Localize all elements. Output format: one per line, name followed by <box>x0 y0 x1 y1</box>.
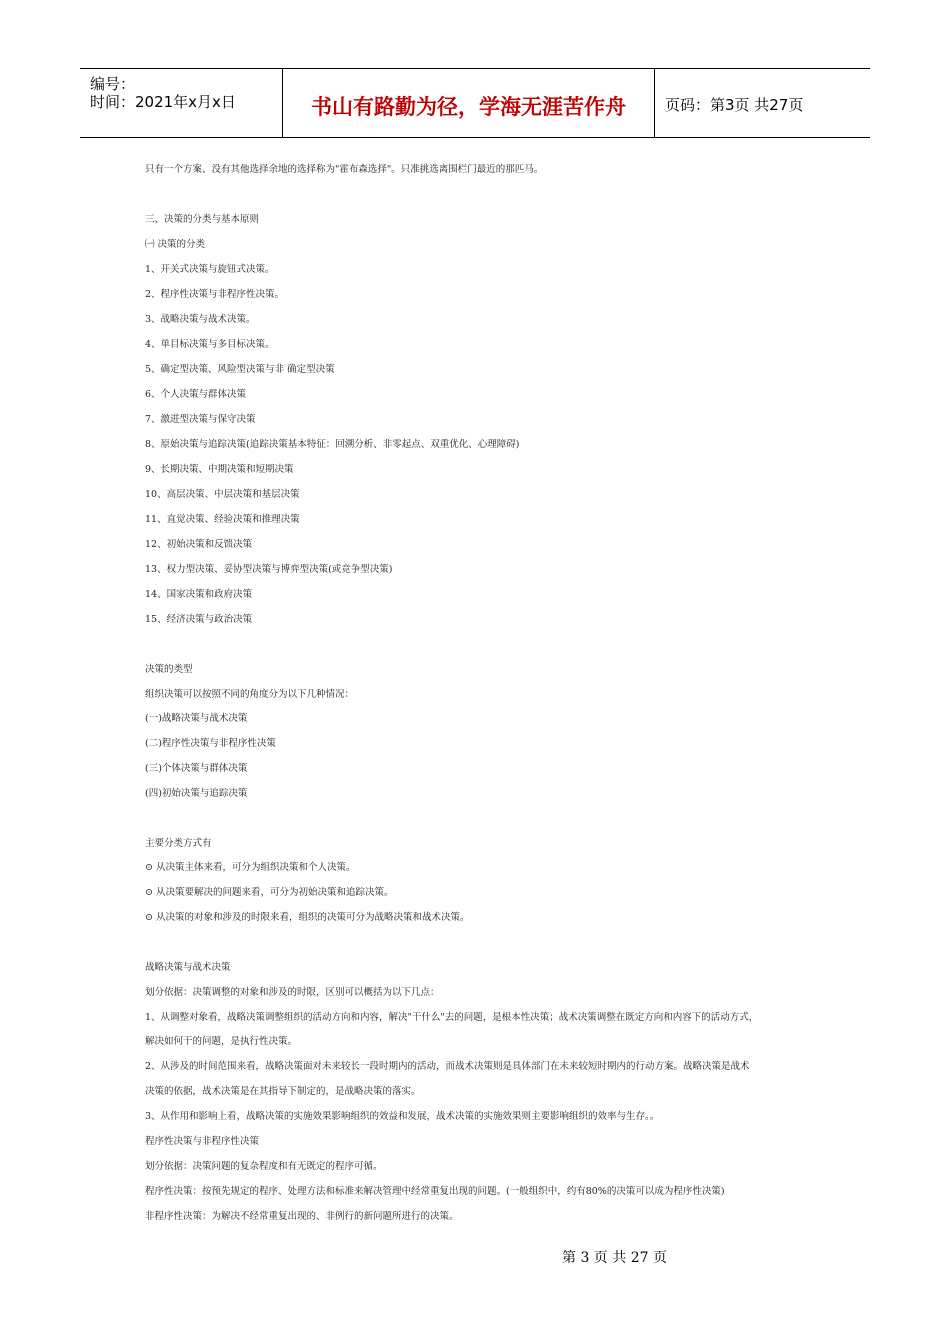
section-heading: 战略决策与战术决策 <box>145 962 231 973</box>
list-item: 6、个人决策与群体决策 <box>145 389 247 400</box>
number-label: 编号： <box>90 75 136 93</box>
body-line: 程序性决策：按预先规定的程序、处理方法和标准来解决管理中经常重复出现的问题。(一般组织中，约有80%的决策可以成为程序性决策) <box>145 1186 725 1197</box>
list-item: 2、程序性决策与非程序性决策。 <box>145 289 285 300</box>
body-line: 只有一个方案、没有其他选择余地的选择称为"霍布森选择"。只准挑选离围栏门最近的那匹马。 <box>145 164 544 175</box>
list-item: ⊙ 从决策主体来看，可分为组织决策和个人决策。 <box>145 862 356 873</box>
list-item: 4、单目标决策与多目标决策。 <box>145 339 275 350</box>
page-header <box>80 68 870 138</box>
page-footer: 第 3 页 共 27 页 <box>562 1250 667 1266</box>
list-item: ⊙ 从决策的对象和涉及的时限来看，组织的决策可分为战略决策和战术决策。 <box>145 912 470 923</box>
subsection-heading: ㈠ 决策的分类 <box>145 239 206 250</box>
header-page-cell <box>655 69 870 137</box>
time-label: 时间：2021年x月x日 <box>90 93 236 111</box>
header-motto-cell <box>283 69 655 137</box>
section-heading: 程序性决策与非程序性决策 <box>145 1136 260 1147</box>
body-line: 1、从调整对象看，战略决策调整组织的活动方向和内容，解决"干什么"去的问题，是根本性决策；战术决策调整在既定方向和内容下的活动方式， <box>145 1012 759 1023</box>
body-line: 组织决策可以按照不同的角度分为以下几种情况： <box>145 689 355 700</box>
list-item: 7、激进型决策与保守决策 <box>145 414 256 425</box>
list-item: 9、长期决策、中期决策和短期决策 <box>145 464 294 475</box>
body-line: 决策的依据，战术决策是在其指导下制定的，是战略决策的落实。 <box>145 1086 421 1097</box>
list-item: (四)初始决策与追踪决策 <box>145 788 248 799</box>
section-heading: 三、决策的分类与基本原则 <box>145 214 260 225</box>
section-heading: 主要分类方式有 <box>145 838 212 849</box>
list-item: 5、确定型决策、风险型决策与非 确定型决策 <box>145 364 335 375</box>
body-line: 划分依据：决策问题的复杂程度和有无既定的程序可循。 <box>145 1161 383 1172</box>
body-line: 2、从涉及的时间范围来看，战略决策面对未来较长一段时期内的活动，而战术决策则是具体部门在未来较短时期内的行动方案。战略决策是战术 <box>145 1061 750 1072</box>
list-item: 14、国家决策和政府决策 <box>145 589 253 600</box>
list-item: (二)程序性决策与非程序性决策 <box>145 738 276 749</box>
list-item: 12、初始决策和反馈决策 <box>145 539 253 550</box>
list-item: 8、原始决策与追踪决策(追踪决策基本特征：回溯分析、非零起点、双重优化、心理障碍) <box>145 439 520 450</box>
body-line: 解决如何干的问题，是执行性决策。 <box>145 1036 298 1047</box>
list-item: 3、战略决策与战术决策。 <box>145 314 256 325</box>
list-item: 11、直觉决策、经验决策和推理决策 <box>145 514 300 525</box>
list-item: 15、经济决策与政治决策 <box>145 614 253 625</box>
motto-text: 书山有路勤为径，学海无涯苦作舟 <box>311 95 626 119</box>
list-item: 1、开关式决策与旋钮式决策。 <box>145 264 275 275</box>
body-line: 划分依据：决策调整的对象和涉及的时限，区别可以概括为以下几点： <box>145 987 440 998</box>
page-info: 页码：第3页 共27页 <box>665 96 804 114</box>
section-heading: 决策的类型 <box>145 664 193 675</box>
body-line: 非程序性决策：为解决不经常重复出现的、非例行的新问题所进行的决策。 <box>145 1211 459 1222</box>
list-item: 13、权力型决策、妥协型决策与博弈型决策(或竞争型决策) <box>145 564 393 575</box>
list-item: 10、高层决策、中层决策和基层决策 <box>145 489 300 500</box>
list-item: (三)个体决策与群体决策 <box>145 763 248 774</box>
list-item: ⊙ 从决策要解决的问题来看，可分为初始决策和追踪决策。 <box>145 887 394 898</box>
list-item: (一)战略决策与战术决策 <box>145 713 248 724</box>
body-line: 3、从作用和影响上看，战略决策的实施效果影响组织的效益和发展，战术决策的实施效果则主要影响组织的效率与生存。。 <box>145 1111 660 1122</box>
header-meta-cell <box>80 69 283 137</box>
